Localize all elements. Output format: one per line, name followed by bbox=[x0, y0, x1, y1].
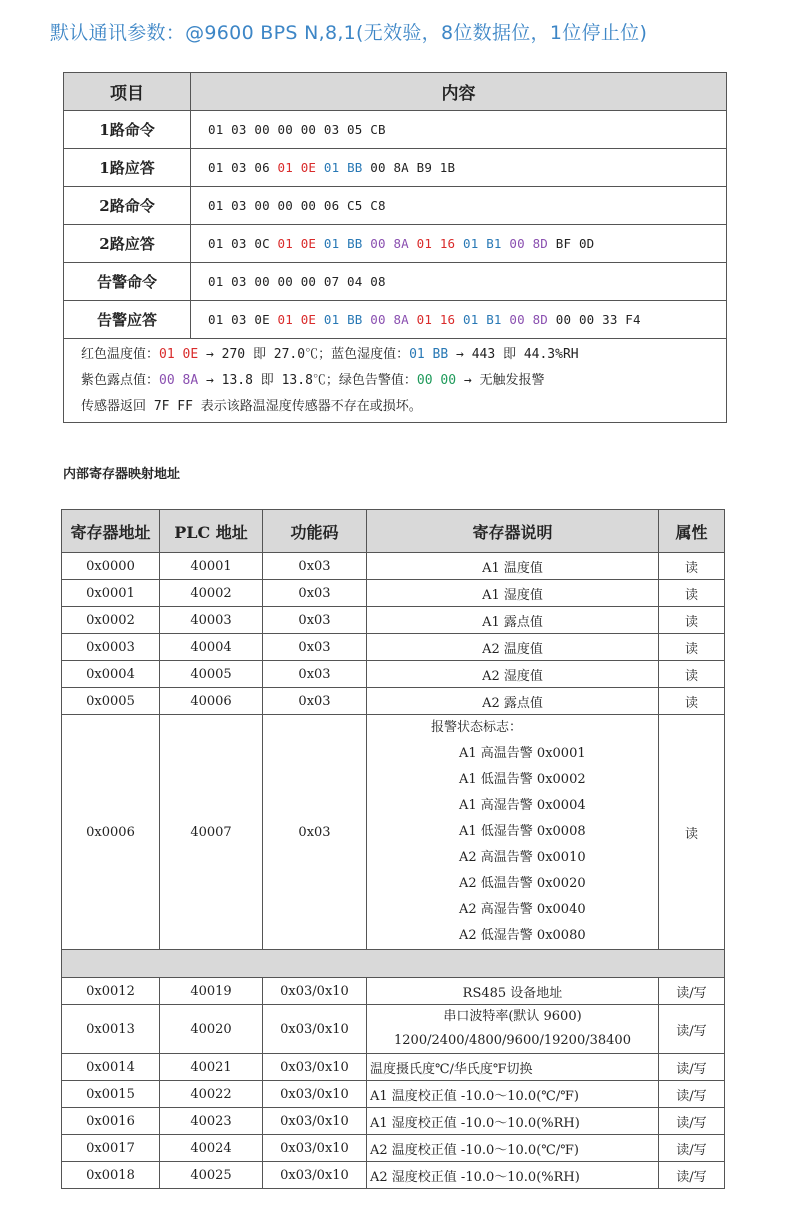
register-row bbox=[62, 978, 725, 1005]
row-item: 告警命令 bbox=[64, 263, 191, 301]
hex-segment: 01 B1 bbox=[463, 312, 502, 327]
hex-segment bbox=[409, 236, 417, 251]
alarm-flag: A2 低湿告警 0x0080 bbox=[459, 928, 586, 943]
register-row bbox=[62, 607, 725, 634]
register-description bbox=[367, 1108, 659, 1135]
separator-cell bbox=[62, 950, 725, 978]
attribute: 读/写 bbox=[659, 978, 725, 1005]
register-address: 0x0012 bbox=[62, 978, 160, 1005]
command-row bbox=[64, 111, 727, 149]
note-segment: → 13.8 即 13.8℃；绿色告警值： bbox=[198, 373, 417, 388]
row-item: 2路应答 bbox=[64, 225, 191, 263]
hex-segment: 01 16 bbox=[416, 236, 456, 251]
plc-address: 40006 bbox=[160, 688, 263, 715]
attribute: 读/写 bbox=[659, 1162, 725, 1189]
register-description bbox=[367, 978, 659, 1005]
register-description bbox=[367, 1081, 659, 1108]
attribute: 读 bbox=[659, 553, 725, 580]
row-content bbox=[191, 225, 727, 263]
note-segment: 00 8A bbox=[159, 373, 199, 388]
note-line bbox=[81, 342, 726, 368]
register-address: 0x0005 bbox=[62, 688, 160, 715]
hex-segment: 01 03 00 00 00 06 C5 C8 bbox=[208, 198, 386, 213]
register-address: 0x0001 bbox=[62, 580, 160, 607]
hex-segment bbox=[316, 236, 324, 251]
hex-segment: 01 03 0C bbox=[208, 236, 278, 251]
register-address: 0x0014 bbox=[62, 1054, 160, 1081]
function-code: 0x03/0x10 bbox=[263, 1081, 367, 1108]
header-register-address: 寄存器地址 bbox=[62, 510, 160, 553]
attribute: 读 bbox=[659, 607, 725, 634]
row-content bbox=[191, 149, 727, 187]
plc-address: 40024 bbox=[160, 1135, 263, 1162]
command-row bbox=[64, 225, 727, 263]
hex-segment: 00 8D bbox=[509, 312, 549, 327]
row-item: 1路命令 bbox=[64, 111, 191, 149]
register-row bbox=[62, 1162, 725, 1189]
description-line: 温度摄氏度℃/华氏度℉切换 bbox=[370, 1061, 533, 1077]
register-address: 0x0002 bbox=[62, 607, 160, 634]
plc-address: 40001 bbox=[160, 553, 263, 580]
page-header: 默认通讯参数：@9600 BPS N,8,1(无效验，8位数据位，1位停止位) bbox=[50, 22, 648, 44]
header-function-code: 功能码 bbox=[263, 510, 367, 553]
alarm-flag: A2 高湿告警 0x0040 bbox=[459, 902, 586, 917]
hex-segment: 01 0E bbox=[277, 160, 317, 175]
register-row bbox=[62, 661, 725, 688]
hex-segment: 01 0E bbox=[277, 236, 317, 251]
hex-segment bbox=[455, 236, 463, 251]
note-segment: 红色温度值： bbox=[81, 347, 160, 362]
hex-segment: 00 8A bbox=[370, 312, 409, 327]
note-line bbox=[81, 394, 726, 420]
plc-address: 40007 bbox=[160, 715, 263, 950]
register-address: 0x0017 bbox=[62, 1135, 160, 1162]
plc-address: 40021 bbox=[160, 1054, 263, 1081]
notes-cell bbox=[64, 339, 727, 423]
register-row bbox=[62, 1005, 725, 1054]
attribute: 读 bbox=[659, 634, 725, 661]
attribute: 读/写 bbox=[659, 1135, 725, 1162]
command-table bbox=[63, 72, 727, 423]
plc-address: 40022 bbox=[160, 1081, 263, 1108]
row-item: 告警应答 bbox=[64, 301, 191, 339]
hex-segment bbox=[409, 312, 417, 327]
register-description bbox=[367, 1135, 659, 1162]
register-row bbox=[62, 634, 725, 661]
description-line: 1200/2400/4800/9600/19200/38400 bbox=[394, 1033, 631, 1048]
row-content bbox=[191, 301, 727, 339]
hex-segment: 01 0E bbox=[277, 312, 317, 327]
hex-segment bbox=[455, 312, 463, 327]
description-line: A2 湿度校正值 -10.0～10.0(%RH) bbox=[370, 1169, 580, 1185]
function-code: 0x03/0x10 bbox=[263, 1135, 367, 1162]
register-description bbox=[367, 1054, 659, 1081]
plc-address: 40025 bbox=[160, 1162, 263, 1189]
note-segment: 传感器返回 7F FF 表示该路温湿度传感器不存在或损坏。 bbox=[81, 399, 422, 414]
hex-segment: 01 B1 bbox=[463, 236, 502, 251]
hex-segment bbox=[316, 312, 324, 327]
hex-segment: 01 16 bbox=[416, 312, 456, 327]
row-content bbox=[191, 187, 727, 225]
attribute: 读 bbox=[659, 661, 725, 688]
note-segment: → 无触发报警 bbox=[456, 373, 545, 388]
function-code: 0x03/0x10 bbox=[263, 1108, 367, 1135]
alarm-flag: A2 高温告警 0x0010 bbox=[459, 850, 586, 865]
notes-row bbox=[64, 339, 727, 423]
header-plc-address: PLC 地址 bbox=[160, 510, 263, 553]
command-row bbox=[64, 263, 727, 301]
hex-segment: 01 BB bbox=[323, 312, 363, 327]
hex-segment: 01 BB bbox=[323, 236, 363, 251]
register-address: 0x0006 bbox=[62, 715, 160, 950]
function-code: 0x03 bbox=[263, 553, 367, 580]
section-title: 内部寄存器映射地址 bbox=[63, 467, 181, 482]
register-description: A1 露点值 bbox=[367, 607, 659, 634]
attribute: 读/写 bbox=[659, 1054, 725, 1081]
register-description: A1 湿度值 bbox=[367, 580, 659, 607]
description-line: A1 温度校正值 -10.0～10.0(℃/℉) bbox=[370, 1088, 579, 1104]
register-address: 0x0003 bbox=[62, 634, 160, 661]
hex-segment: 01 BB bbox=[323, 160, 363, 175]
row-content bbox=[191, 263, 727, 301]
attribute: 读/写 bbox=[659, 1005, 725, 1054]
command-row bbox=[64, 301, 727, 339]
row-content bbox=[191, 111, 727, 149]
register-description bbox=[367, 715, 659, 950]
function-code: 0x03/0x10 bbox=[263, 1005, 367, 1054]
plc-address: 40003 bbox=[160, 607, 263, 634]
function-code: 0x03 bbox=[263, 688, 367, 715]
function-code: 0x03 bbox=[263, 634, 367, 661]
register-address: 0x0004 bbox=[62, 661, 160, 688]
note-segment: → 270 即 27.0℃；蓝色湿度值： bbox=[198, 347, 410, 362]
separator-row bbox=[62, 950, 725, 978]
description-line: A2 温度校正值 -10.0～10.0(℃/℉) bbox=[370, 1142, 579, 1158]
register-row bbox=[62, 1135, 725, 1162]
alarm-title: 报警状态标志： bbox=[431, 720, 523, 735]
command-row bbox=[64, 187, 727, 225]
note-segment: 01 0E bbox=[159, 347, 199, 362]
row-item: 2路命令 bbox=[64, 187, 191, 225]
hex-segment: 00 8D bbox=[509, 236, 549, 251]
register-row bbox=[62, 580, 725, 607]
row-item: 1路应答 bbox=[64, 149, 191, 187]
plc-address: 40004 bbox=[160, 634, 263, 661]
hex-segment: 01 03 00 00 00 03 05 CB bbox=[208, 122, 386, 137]
hex-segment: 00 8A bbox=[370, 236, 409, 251]
attribute: 读 bbox=[659, 688, 725, 715]
header-attribute: 属性 bbox=[659, 510, 725, 553]
alarm-flag: A2 低温告警 0x0020 bbox=[459, 876, 586, 891]
plc-address: 40005 bbox=[160, 661, 263, 688]
register-row bbox=[62, 688, 725, 715]
register-address: 0x0013 bbox=[62, 1005, 160, 1054]
register-address: 0x0018 bbox=[62, 1162, 160, 1189]
attribute: 读 bbox=[659, 580, 725, 607]
register-address: 0x0015 bbox=[62, 1081, 160, 1108]
register-description: A2 露点值 bbox=[367, 688, 659, 715]
function-code: 0x03/0x10 bbox=[263, 978, 367, 1005]
alarm-flag: A1 高湿告警 0x0004 bbox=[459, 798, 586, 813]
register-address: 0x0016 bbox=[62, 1108, 160, 1135]
hex-segment: 00 00 33 F4 bbox=[548, 312, 641, 327]
function-code: 0x03/0x10 bbox=[263, 1054, 367, 1081]
plc-address: 40020 bbox=[160, 1005, 263, 1054]
register-description bbox=[367, 1005, 659, 1054]
header-content: 内容 bbox=[191, 73, 727, 111]
register-address: 0x0000 bbox=[62, 553, 160, 580]
function-code: 0x03/0x10 bbox=[263, 1162, 367, 1189]
plc-address: 40002 bbox=[160, 580, 263, 607]
alarm-flag: A1 低湿告警 0x0008 bbox=[459, 824, 586, 839]
header-register-description: 寄存器说明 bbox=[367, 510, 659, 553]
alarm-register-row bbox=[62, 715, 725, 950]
register-row bbox=[62, 1054, 725, 1081]
hex-segment: 01 03 00 00 00 07 04 08 bbox=[208, 274, 386, 289]
alarm-flag: A1 高温告警 0x0001 bbox=[459, 746, 586, 761]
plc-address: 40019 bbox=[160, 978, 263, 1005]
register-description: A1 温度值 bbox=[367, 553, 659, 580]
hex-segment: 00 8A B9 1B bbox=[362, 160, 456, 175]
register-table bbox=[61, 509, 725, 1189]
note-line bbox=[81, 368, 726, 394]
alarm-flag: A1 低温告警 0x0002 bbox=[459, 772, 586, 787]
hex-segment bbox=[316, 160, 324, 175]
register-description bbox=[367, 1162, 659, 1189]
plc-address: 40023 bbox=[160, 1108, 263, 1135]
function-code: 0x03 bbox=[263, 715, 367, 950]
register-table-header bbox=[62, 510, 725, 553]
hex-segment: BF 0D bbox=[548, 236, 595, 251]
note-segment: 01 BB bbox=[409, 347, 449, 362]
attribute: 读/写 bbox=[659, 1108, 725, 1135]
function-code: 0x03 bbox=[263, 580, 367, 607]
note-segment: 紫色露点值： bbox=[81, 373, 160, 388]
description-line: 串口波特率(默认 9600) bbox=[443, 1009, 582, 1024]
command-table-header bbox=[64, 73, 727, 111]
note-segment: → 443 即 44.3%RH bbox=[448, 347, 579, 362]
register-row bbox=[62, 553, 725, 580]
register-description: A2 温度值 bbox=[367, 634, 659, 661]
header-item: 项目 bbox=[64, 73, 191, 111]
function-code: 0x03 bbox=[263, 607, 367, 634]
note-segment: 00 00 bbox=[416, 373, 457, 388]
register-row bbox=[62, 1108, 725, 1135]
function-code: 0x03 bbox=[263, 661, 367, 688]
description-line: RS485 设备地址 bbox=[462, 985, 563, 1001]
description-line: A1 湿度校正值 -10.0～10.0(%RH) bbox=[370, 1115, 580, 1131]
register-description: A2 湿度值 bbox=[367, 661, 659, 688]
hex-segment: 01 03 06 bbox=[208, 160, 278, 175]
attribute: 读 bbox=[659, 715, 725, 950]
attribute: 读/写 bbox=[659, 1081, 725, 1108]
hex-segment: 01 03 0E bbox=[208, 312, 278, 327]
command-row bbox=[64, 149, 727, 187]
register-row bbox=[62, 1081, 725, 1108]
